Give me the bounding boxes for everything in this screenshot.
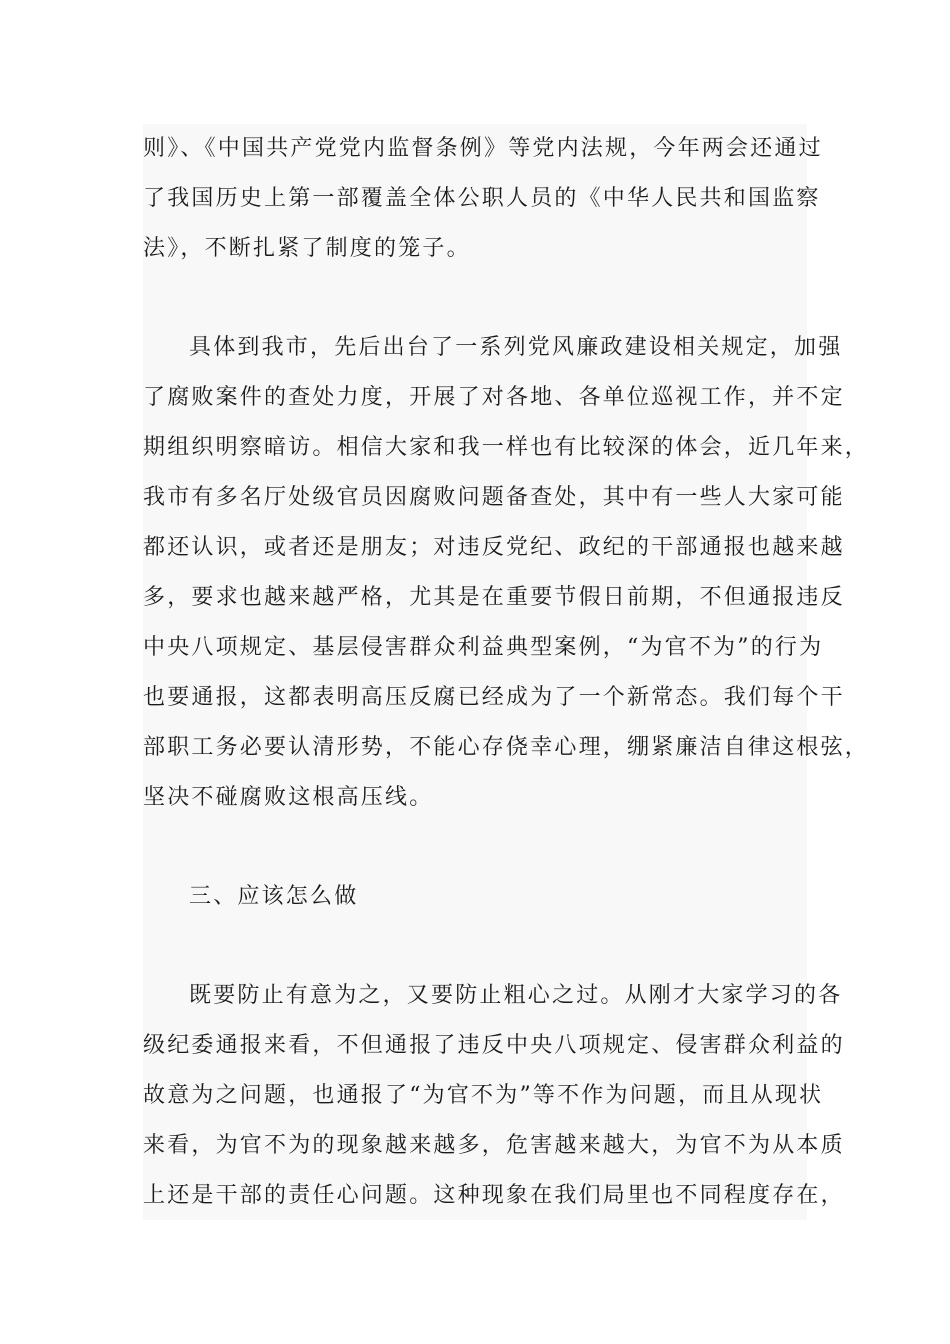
paragraph-3-line-5: 上还是干部的责任心问题。这种现象在我们局里也不同程度存在， — [143, 1183, 845, 1208]
paragraph-2-line-1: 具体到我市，先后出台了一系列党风廉政建设相关规定，加强 — [189, 335, 843, 360]
paragraph-2-line-8: 也要通报，这都表明高压反腐已经成为了一个新常态。我们每个干 — [143, 685, 845, 710]
paragraph-2-line-4: 我市有多名厅处级官员因腐败问题备查处，其中有一些人大家可能 — [143, 485, 845, 510]
paragraph-1-line-1: 则》、《中国共产党党内监督条例》等党内法规，今年两会还通过 — [143, 136, 823, 161]
paragraph-3-line-2: 级纪委通报来看，不但通报了违反中央八项规定、侵害群众利益的 — [143, 1033, 845, 1058]
paragraph-2-line-7: 中央八项规定、基层侵害群众利益典型案例，“为官不为”的行为 — [143, 635, 824, 660]
section-heading: 三、应该怎么做 — [189, 884, 359, 909]
paragraph-2-line-5: 都还认识，或者还是朋友；对违反党纪、政纪的干部通报也越来越 — [143, 535, 845, 560]
paragraph-2-line-9: 部职工务必要认清形势，不能心存侥幸心理，绷紧廉洁自律这根弦， — [143, 735, 870, 760]
paragraph-2-line-6: 多，要求也越来越严格，尤其是在重要节假日前期，不但通报违反 — [143, 585, 845, 610]
paragraph-1-line-3: 法》，不断扎紧了制度的笼子。 — [143, 236, 471, 261]
paragraph-3-line-4: 来看，为官不为的现象越来越多，危害越来越大，为官不为从本质 — [143, 1133, 845, 1158]
paragraph-2-line-3: 期组织明察暗访。相信大家和我一样也有比较深的体会，近几年来， — [143, 435, 870, 460]
paragraph-1-line-2: 了我国历史上第一部覆盖全体公职人员的《中华人民共和国监察 — [143, 186, 821, 211]
paragraph-3-line-1: 既要防止有意为之，又要防止粗心之过。从刚才大家学习的各 — [189, 983, 843, 1008]
paragraph-2-line-10: 坚决不碰腐败这根高压线。 — [143, 785, 434, 810]
paragraph-3-line-3: 故意为之问题，也通报了“为官不为”等不作为问题，而且从现状 — [143, 1083, 824, 1108]
paragraph-2-line-2: 了腐败案件的查处力度，开展了对各地、各单位巡视工作，并不定 — [143, 385, 845, 410]
